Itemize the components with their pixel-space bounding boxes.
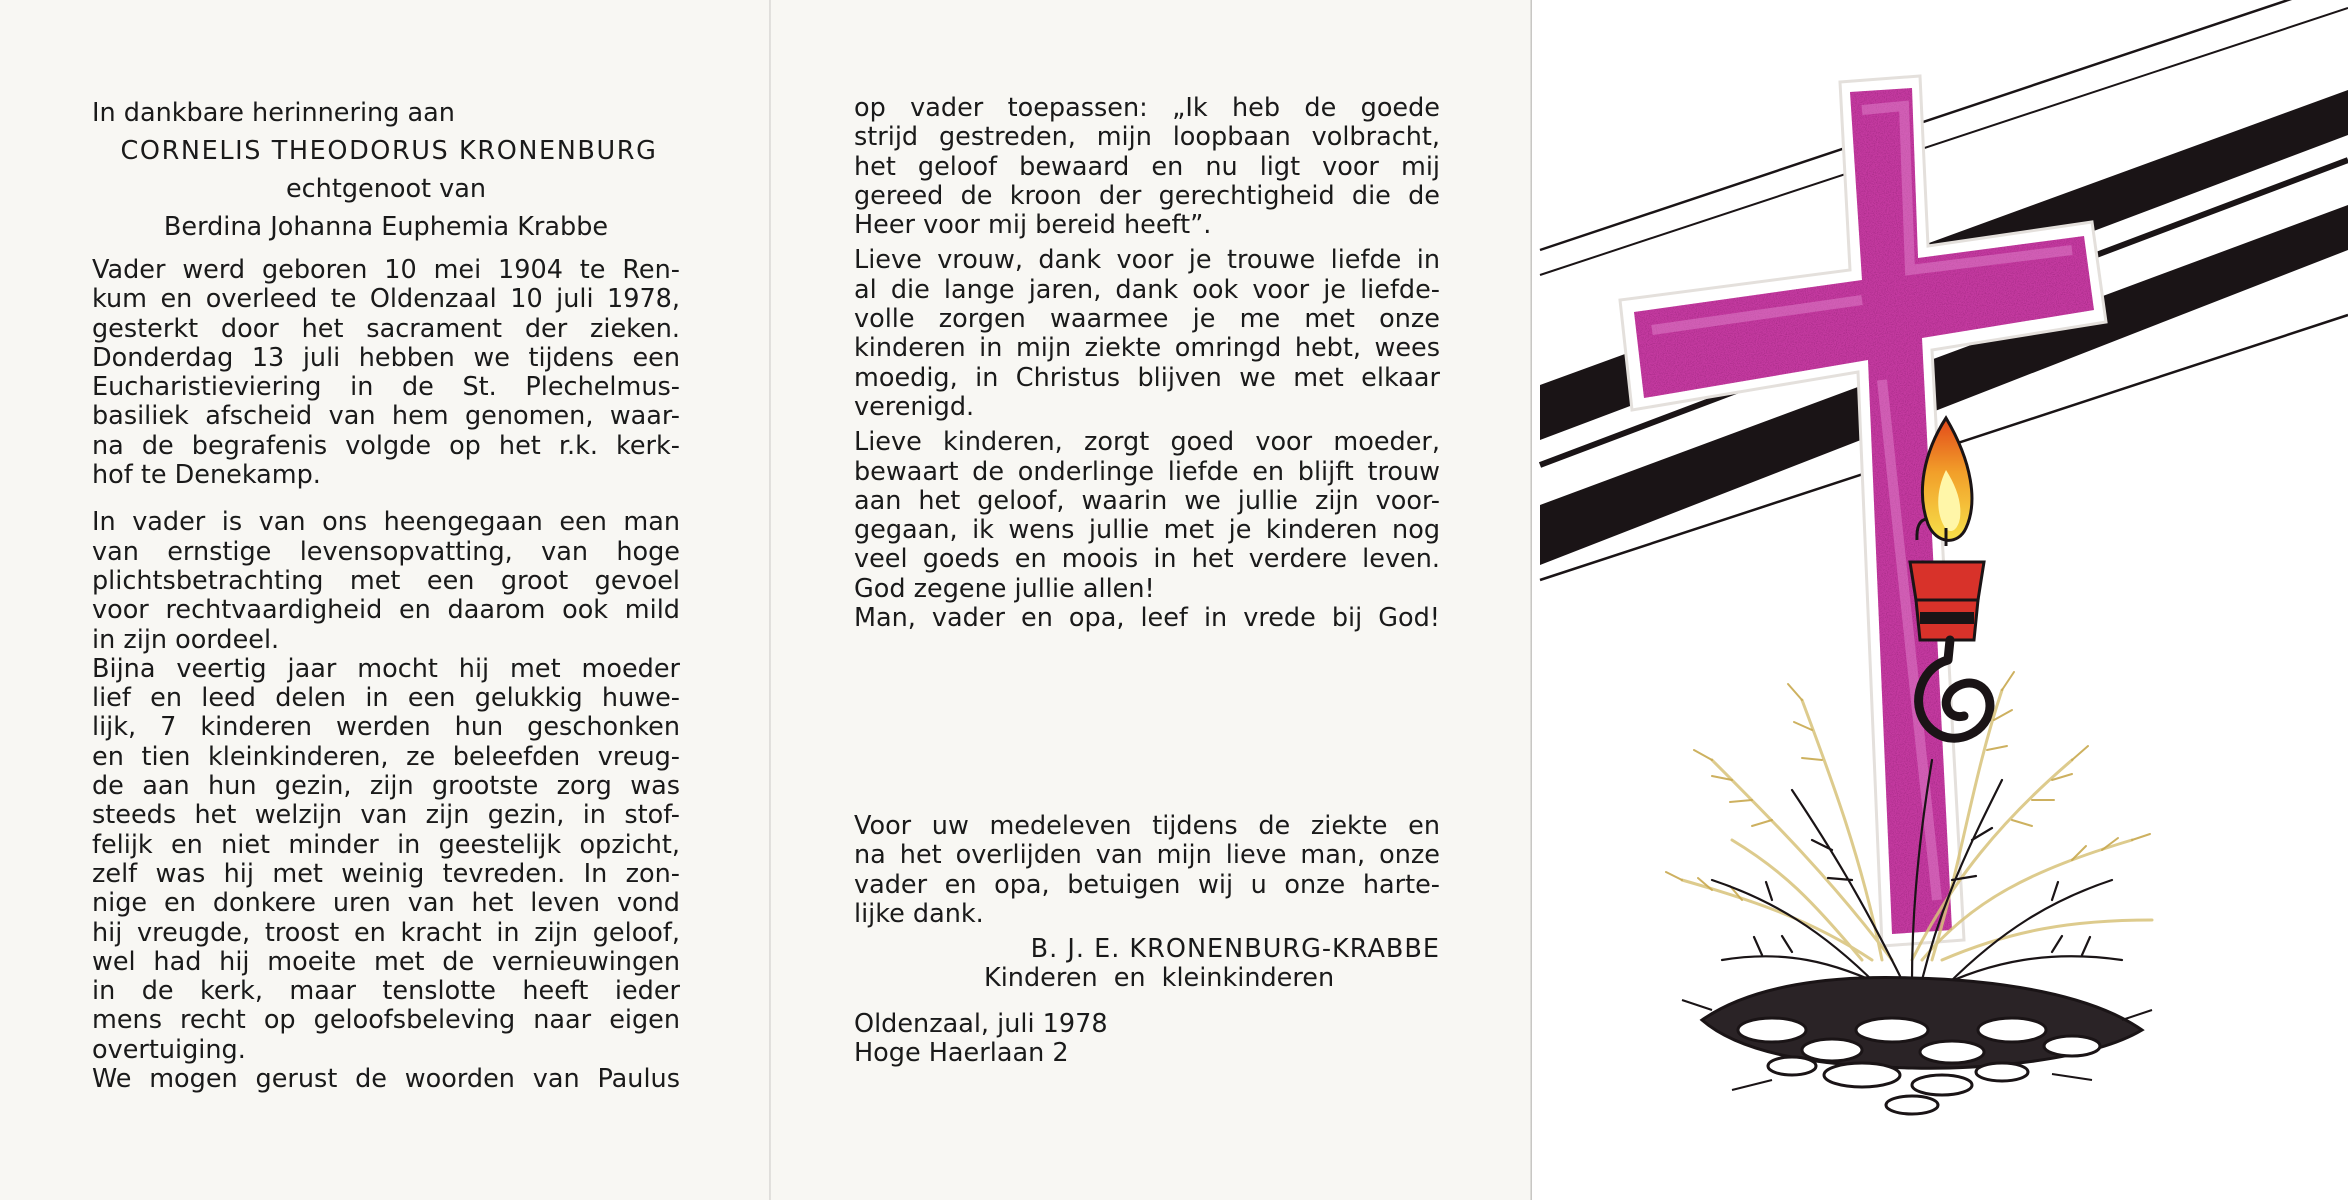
text-line: hof te Denekamp. [92, 460, 321, 491]
text-line: wel had hij moeite met de vernieuwingen [92, 946, 680, 977]
text-line: Vader werd geboren 10 mei 1904 te Ren- [92, 255, 680, 285]
text-line: mens recht op geloofsbeleving naar eigen [92, 1005, 680, 1036]
text-line: in de kerk, maar tenslotte heeft ieder [92, 976, 680, 1007]
text-line: voor rechtvaardigheid en daarom ook mild [92, 595, 680, 626]
wife-paragraph [854, 246, 1440, 422]
deceased-name: CORNELIS THEODORUS KRONENBURG [120, 136, 658, 166]
text-line: de aan hun gezin, zijn grootste zorg was [92, 771, 680, 802]
text-line: strijd gestreden, mijn loopbaan volbracht, [854, 122, 1440, 153]
text-line: veel goeds en moois in het verdere leven. [854, 544, 1440, 575]
text-line: basiliek afscheid van hem genomen, waar- [92, 401, 680, 432]
intro-line: In dankbare herinnering aan [92, 98, 455, 128]
text-line: steeds het welzijn van zijn gezin, in stof- [92, 800, 680, 831]
signature-family: Kinderen en kleinkinderen [984, 963, 1335, 994]
thanks-paragraph [854, 812, 1440, 929]
text-line: al die lange jaren, dank ook voor je liefde- [854, 274, 1440, 305]
text-line: plichtsbetrachting met een groot gevoel [92, 565, 680, 596]
text-line: van ernstige levensopvatting, van hoge [92, 536, 680, 567]
text-line: gegaan, ik wens jullie met je kinderen nog [854, 515, 1440, 546]
text-line: nige en donkere uren van het leven vond [92, 888, 680, 919]
text-line: kinderen in mijn ziekte omringd hebt, wees [854, 333, 1440, 364]
address: Hoge Haerlaan 2 [854, 1038, 1069, 1069]
text-line: Eucharistieviering in de St. Plechelmus- [92, 372, 680, 403]
text-line: na het overlijden van mijn lieve man, onze [854, 840, 1440, 871]
text-line: felijk en niet minder in geestelijk opzicht, [92, 829, 680, 860]
biography-paragraph [92, 256, 680, 490]
text-line: volle zorgen waarmee je me met onze [854, 304, 1440, 335]
text-line: lijk, 7 kinderen werden hun geschonken [92, 712, 680, 743]
text-line: Lieve vrouw, dank voor je trouwe liefde in [854, 245, 1440, 276]
cross-illustration [1532, 0, 2348, 1200]
text-line: op vader toepassen: „Ik heb de goede [854, 93, 1440, 123]
text-line: overtuiging. [92, 1034, 246, 1065]
text-line: vader en opa, betuigen wij u onze harte- [854, 869, 1440, 900]
text-line: zelf was hij met weinig tevreden. In zon- [92, 858, 680, 889]
text-line: kum en overleed te Oldenzaal 10 juli 1978, [92, 284, 680, 315]
text-line: Voor uw medeleven tijdens de ziekte en [854, 811, 1440, 841]
text-line: Lieve kinderen, zorgt goed voor moeder, [854, 427, 1440, 458]
text-line: aan het geloof, waarin we jullie zijn voor- [854, 485, 1440, 516]
text-line: en tien kleinkinderen, ze beleefden vreug- [92, 741, 680, 772]
spouse-name: Berdina Johanna Euphemia Krabbe [163, 212, 609, 242]
signature-name: B. J. E. KRONENBURG-KRABBE [1030, 934, 1440, 965]
spouse-intro: echtgenoot van [285, 174, 487, 204]
thanks-block [854, 812, 1440, 1068]
text-line: verenigd. [854, 391, 975, 422]
text-line: in zijn oordeel. [92, 624, 280, 655]
place-date: Oldenzaal, juli 1978 [854, 1008, 1108, 1039]
left-text-column [92, 94, 680, 1094]
stones-icon [1682, 977, 2152, 1114]
text-line: In vader is van ons heengegaan een man [92, 507, 680, 538]
text-line: gesterkt door het sacrament der zieken. [92, 313, 680, 344]
middle-text-column [854, 94, 1440, 633]
text-line: Donderdag 13 juli hebben we tijdens een [92, 342, 680, 373]
text-line: bewaart de onderlinge liefde en blijft trouw [854, 456, 1440, 487]
text-line: moedig, in Christus blijven we met elkaar [854, 362, 1440, 393]
text-line: Bijna veertig jaar mocht hij met moeder [92, 653, 680, 684]
right-panel [1532, 0, 2348, 1200]
text-line: het geloof bewaard en nu ligt voor mij [854, 151, 1440, 182]
text-line: gereed de kroon der gerechtigheid die de [854, 180, 1440, 211]
text-line: lijke dank. [854, 898, 984, 929]
text-line: We mogen gerust de woorden van Paulus [92, 1064, 680, 1095]
left-panel [0, 0, 770, 1200]
closing-line: Man, vader en opa, leef in vrede bij God! [854, 603, 1440, 634]
text-line: lief en leed delen in een gelukkig huwe- [92, 683, 680, 714]
character-paragraph [92, 508, 680, 1094]
children-paragraph [854, 428, 1440, 604]
text-line: Heer voor mij bereid heeft”. [854, 210, 1212, 241]
text-line: na de begrafenis volgde op het r.k. kerk- [92, 430, 680, 461]
text-line: hij vreugde, troost en kracht in zijn geloof, [92, 917, 680, 948]
text-line: God zegene jullie allen! [854, 573, 1155, 604]
scripture-paragraph [854, 94, 1440, 240]
